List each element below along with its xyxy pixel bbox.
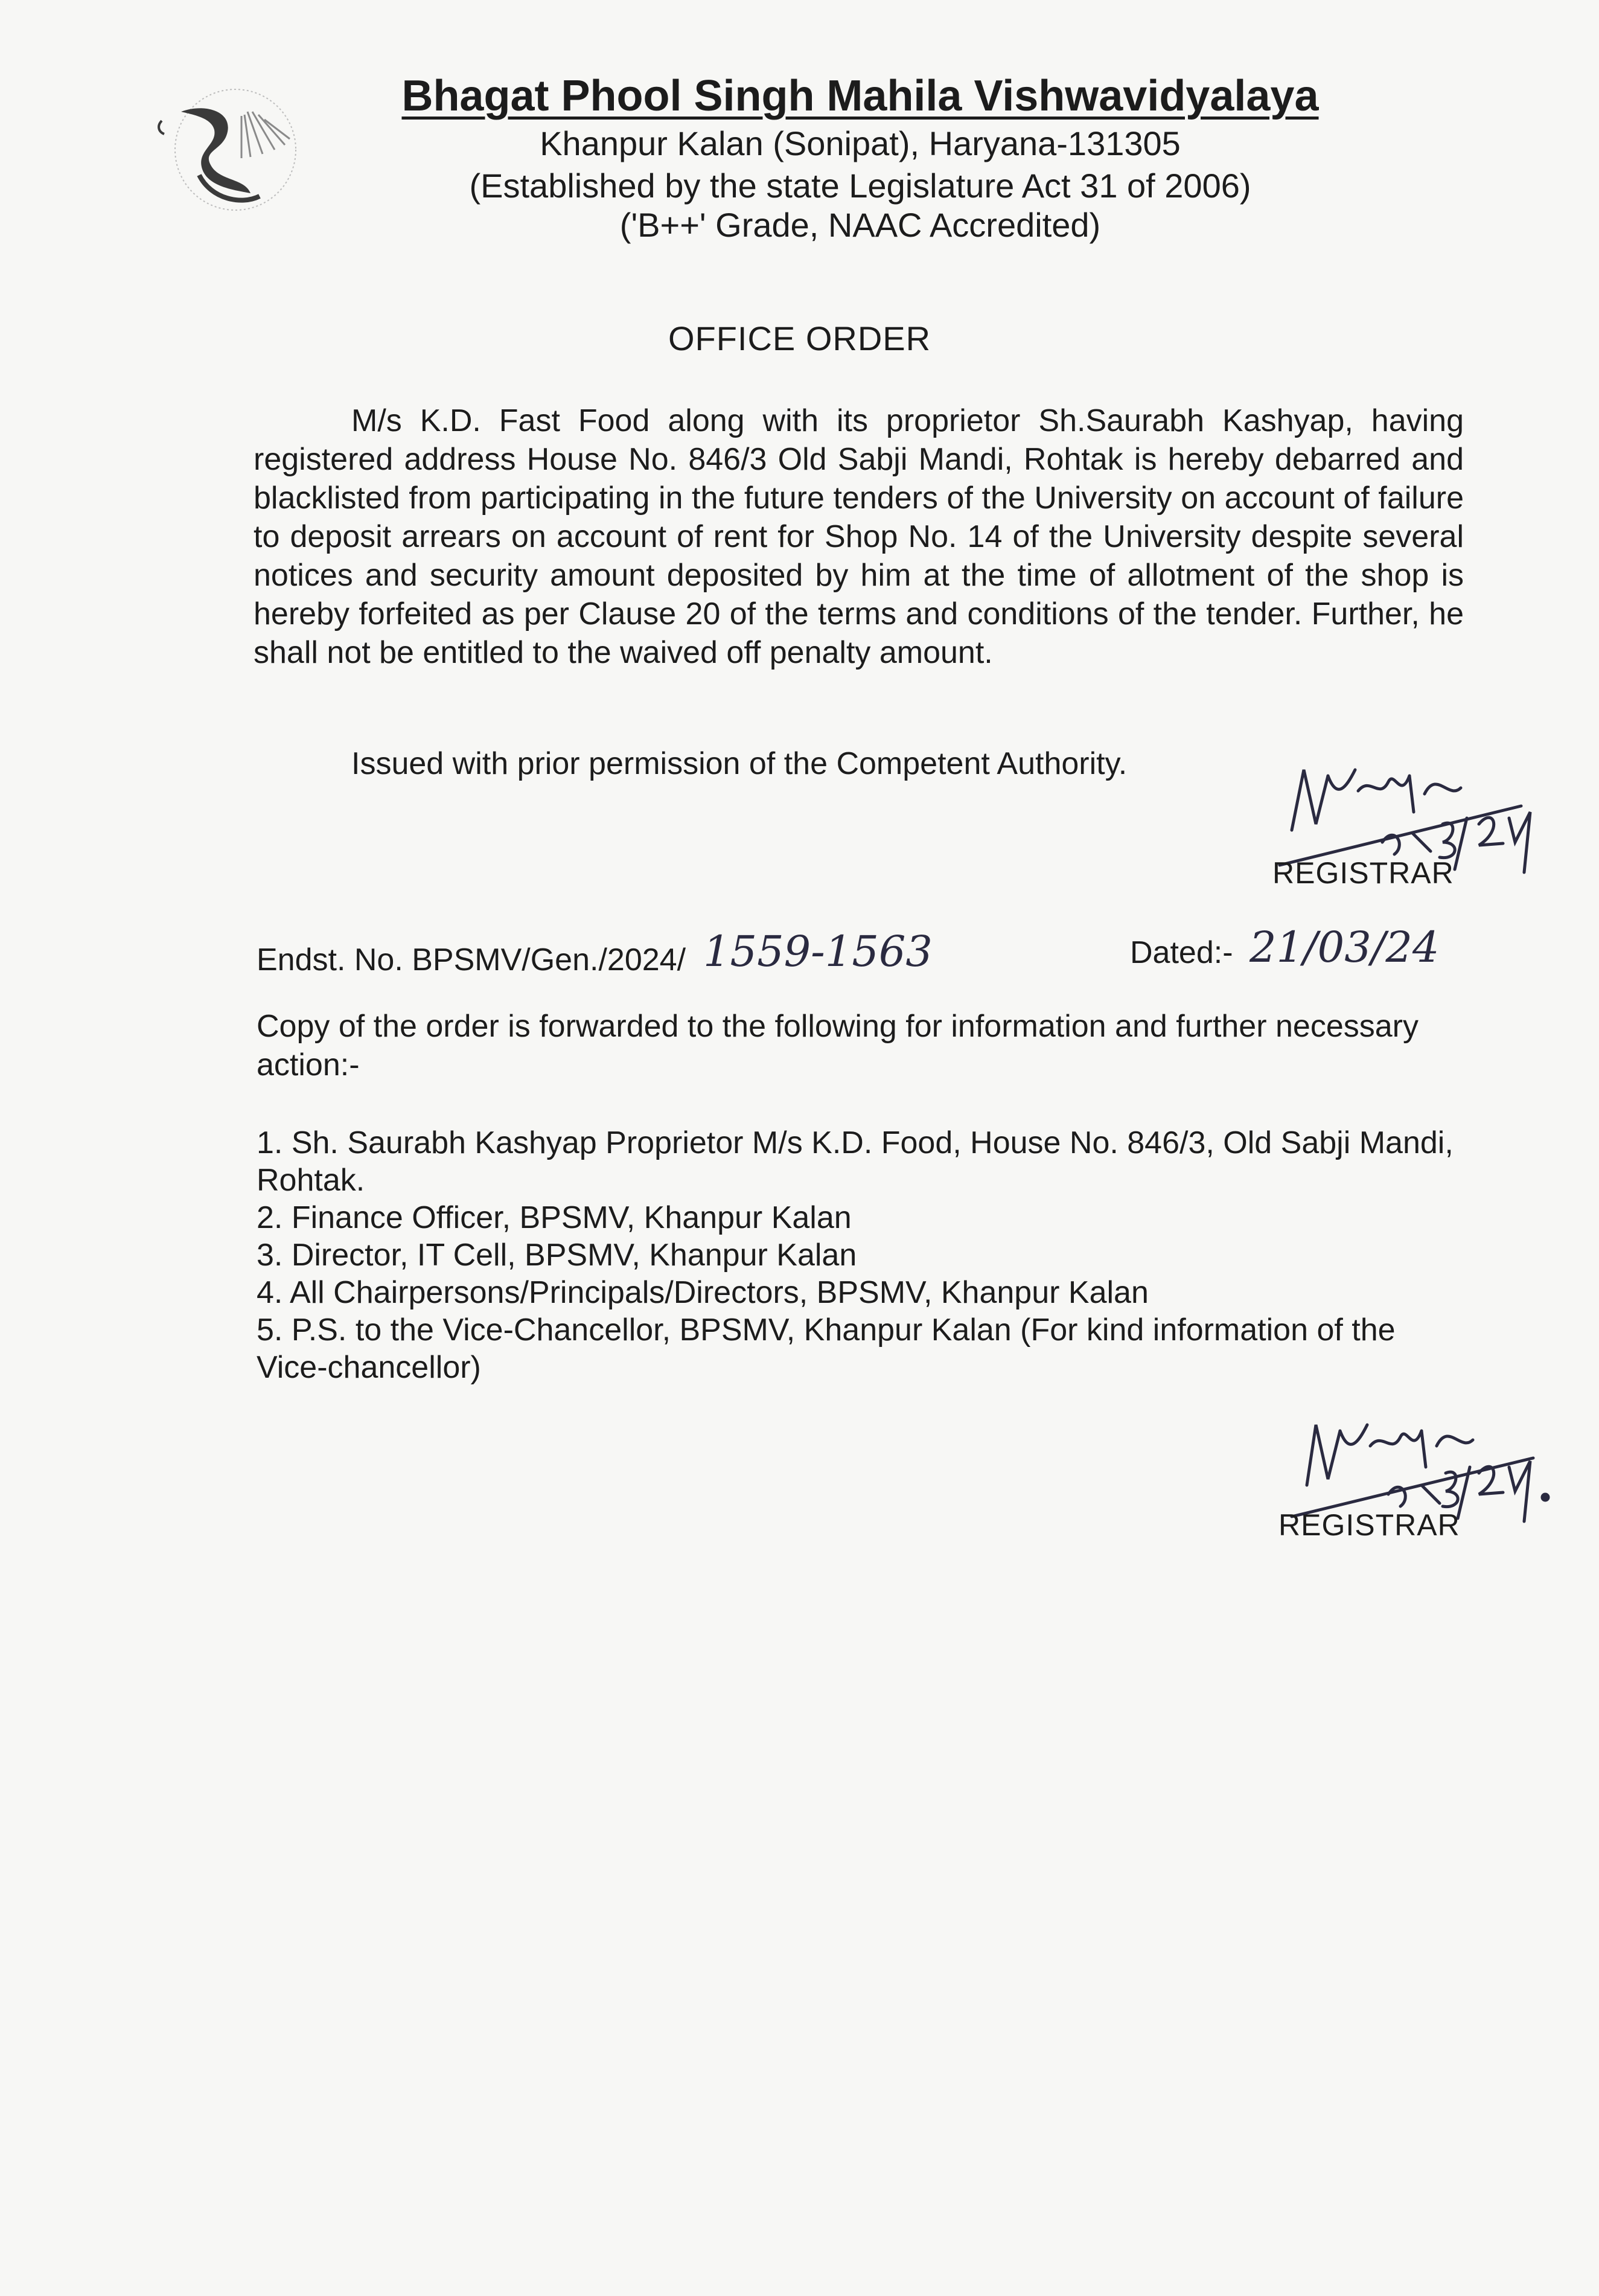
order-body: M/s K.D. Fast Food along with its proprietor Sh.Saurabh Kashyap, having registered address House No. 846/3 Old Sabji Mandi, Rohtak is hereby debarred and blacklisted from participating in the future tenders of the University on account of failure to deposit arrears on account of rent for Shop No. 14 of the University despite several notices and security amount deposited by him at the time of allotment of the shop is hereby forfeited as per Clause 20 of the terms and conditions of the tender. Further, he shall not be entitled to the waived off penalty amount. <box>254 403 1464 670</box>
copy-intro: Copy of the order is forwarded to the following for information and further necessary action:- <box>257 1009 1419 1082</box>
issued-statement: Issued with prior permission of the Competent Authority. <box>351 746 1128 781</box>
dated-handwritten: 21/03/24 <box>1250 923 1440 972</box>
accreditation-line: ('B++' Grade, NAAC Accredited) <box>619 206 1101 244</box>
dated-label: Dated:- <box>1130 935 1233 970</box>
establishment-line: (Established by the state Legislature Act 31 of 2006) <box>469 167 1251 205</box>
university-address: Khanpur Kalan (Sonipat), Haryana-131305 <box>540 124 1181 162</box>
list-item: 4. All Chairpersons/Principals/Directors, BPSMV, Khanpur Kalan <box>257 1275 1149 1310</box>
order-title: OFFICE ORDER <box>668 319 931 357</box>
list-item: 2. Finance Officer, BPSMV, Khanpur Kalan <box>257 1200 852 1235</box>
university-name: Bhagat Phool Singh Mahila Vishwavidyalaya <box>401 72 1319 120</box>
list-item: 5. P.S. to the Vice-Chancellor, BPSMV, Khanpur Kalan (For kind information of the Vice-chancellor) <box>257 1313 1396 1385</box>
signatory-title-1: REGISTRAR <box>1272 856 1454 890</box>
recipient-list <box>257 1124 1464 1386</box>
list-item: 3. Director, IT Cell, BPSMV, Khanpur Kalan <box>257 1238 857 1273</box>
signatory-title-2: REGISTRAR <box>1278 1508 1460 1542</box>
university-emblem-icon <box>145 78 314 217</box>
endorsement-number-label: Endst. No. BPSMV/Gen./2024/ <box>257 942 686 977</box>
endorsement-number-handwritten: 1559-1563 <box>703 927 933 976</box>
list-item: 1. Sh. Saurabh Kashyap Proprietor M/s K.D. Food, House No. 846/3, Old Sabji Mandi, Rohtak. <box>257 1125 1454 1198</box>
